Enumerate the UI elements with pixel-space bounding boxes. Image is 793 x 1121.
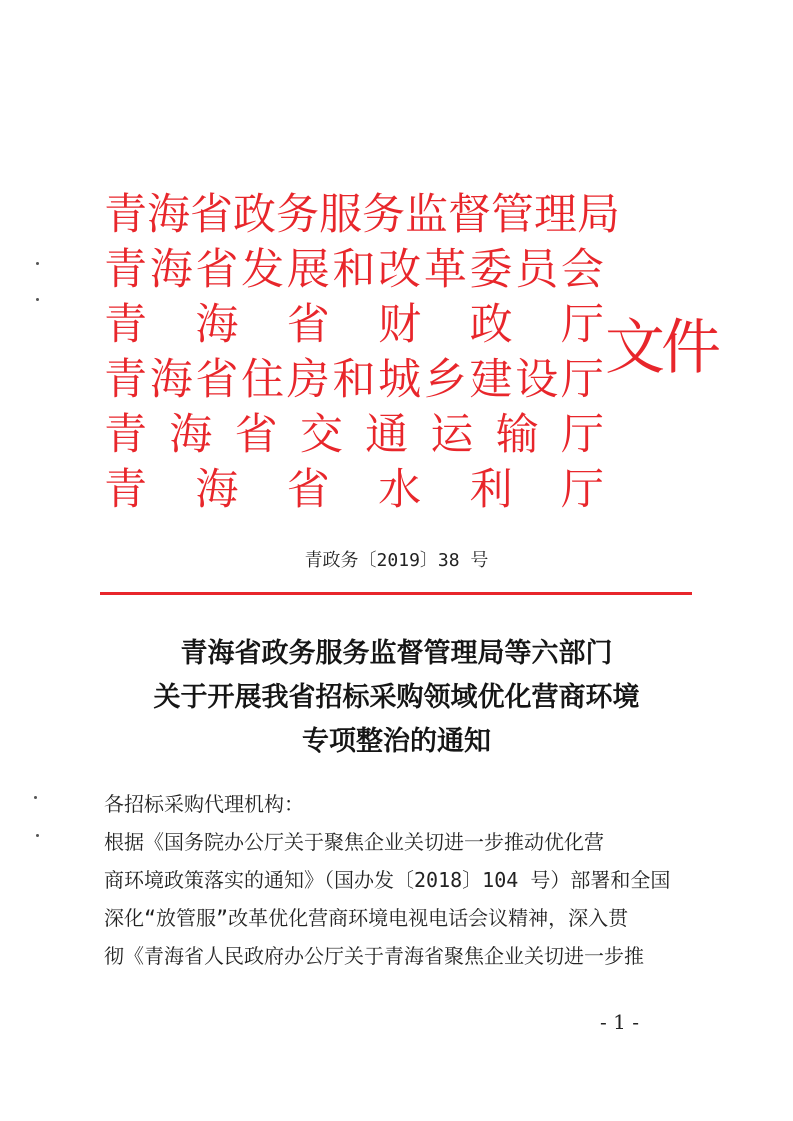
issuer-char: 展 (286, 245, 330, 295)
scan-speck (36, 834, 39, 837)
issuer-char: 青 (104, 410, 147, 460)
body-line: 彻《青海省人民政府办公厅关于青海省聚焦企业关切进一步推 (104, 944, 644, 968)
title-line: 专项整治的通知 (302, 726, 491, 757)
issuer-char: 会 (560, 245, 604, 295)
issuer-char: 青 (104, 245, 147, 295)
issuer-char: 政 (233, 190, 276, 240)
issuer-char: 省 (234, 410, 278, 460)
issuer-char: 城 (378, 355, 422, 405)
issuer-char: 督 (448, 190, 491, 240)
issuer-char: 青 (104, 300, 147, 350)
issuer-row (104, 188, 620, 243)
issuer-char: 海 (149, 245, 193, 295)
issuer-char: 房 (286, 355, 330, 405)
issuer-char: 运 (430, 410, 474, 460)
issuer-char: 厅 (560, 355, 604, 405)
issuer-char: 财 (378, 300, 422, 350)
issuer-char: 住 (241, 355, 285, 405)
issuer-char: 海 (169, 410, 213, 460)
issuer-row (104, 298, 604, 353)
issuer-char: 交 (299, 410, 343, 460)
issuer-char: 务 (276, 190, 319, 240)
scan-speck (36, 298, 39, 301)
body-line: 根据《国务院办公厅关于聚焦企业关切进一步推动优化营 (104, 830, 604, 854)
page-number: - 1 - (600, 1010, 639, 1034)
document-mark: 文件 (605, 313, 717, 383)
issuer-char: 海 (195, 465, 239, 515)
issuer-char: 海 (149, 355, 193, 405)
issuer-char: 省 (195, 355, 239, 405)
salutation: 各招标采购代理机构： (104, 792, 304, 816)
title-line: 青海省政务服务监督管理局等六部门 (180, 638, 613, 669)
issuer-char: 管 (491, 190, 534, 240)
issuer-char: 青 (104, 190, 147, 240)
issuer-char: 厅 (560, 410, 604, 460)
red-divider (100, 592, 692, 595)
issuer-char: 发 (241, 245, 285, 295)
issuer-row (104, 463, 604, 518)
issuer-char: 青 (104, 355, 147, 405)
issuer-char: 乡 (423, 355, 467, 405)
document-body (104, 785, 694, 975)
issuer-char: 输 (495, 410, 539, 460)
issuer-row (104, 353, 604, 408)
issuer-char: 政 (469, 300, 513, 350)
issuer-char: 监 (405, 190, 448, 240)
issuer-char: 海 (195, 300, 239, 350)
issuer-block (104, 188, 620, 518)
issuer-char: 省 (286, 465, 330, 515)
issuer-char: 局 (577, 190, 620, 240)
body-line: 商环境政策落实的通知》（国办发〔2018〕104 号）部署和全国 (104, 868, 671, 892)
issuer-char: 省 (286, 300, 330, 350)
issuer-char: 利 (469, 465, 513, 515)
issuer-char: 和 (332, 245, 376, 295)
issuer-char: 革 (423, 245, 467, 295)
document-title (0, 632, 793, 764)
issuer-row (104, 408, 604, 463)
issuer-char: 省 (195, 245, 239, 295)
issuer-char: 服 (319, 190, 362, 240)
body-line: 深化“放管服”改革优化营商环境电视电话会议精神，深入贯 (104, 906, 629, 930)
issuer-char: 水 (378, 465, 422, 515)
document-number: 青政务〔2019〕38 号 (304, 550, 489, 571)
issuer-char: 员 (515, 245, 559, 295)
issuer-char: 改 (378, 245, 422, 295)
issuer-char: 理 (534, 190, 577, 240)
issuer-char: 省 (190, 190, 233, 240)
issuer-char: 和 (332, 355, 376, 405)
issuer-char: 厅 (560, 465, 604, 515)
issuer-char: 设 (515, 355, 559, 405)
issuer-row (104, 243, 604, 298)
scan-speck (34, 796, 37, 799)
issuer-char: 建 (469, 355, 513, 405)
scan-speck (36, 262, 39, 265)
title-line: 关于开展我省招标采购领域优化营商环境 (153, 682, 640, 713)
issuer-char: 务 (362, 190, 405, 240)
issuer-char: 青 (104, 465, 147, 515)
issuer-char: 通 (365, 410, 409, 460)
issuer-char: 厅 (560, 300, 604, 350)
issuer-char: 委 (469, 245, 513, 295)
issuer-char: 海 (147, 190, 190, 240)
